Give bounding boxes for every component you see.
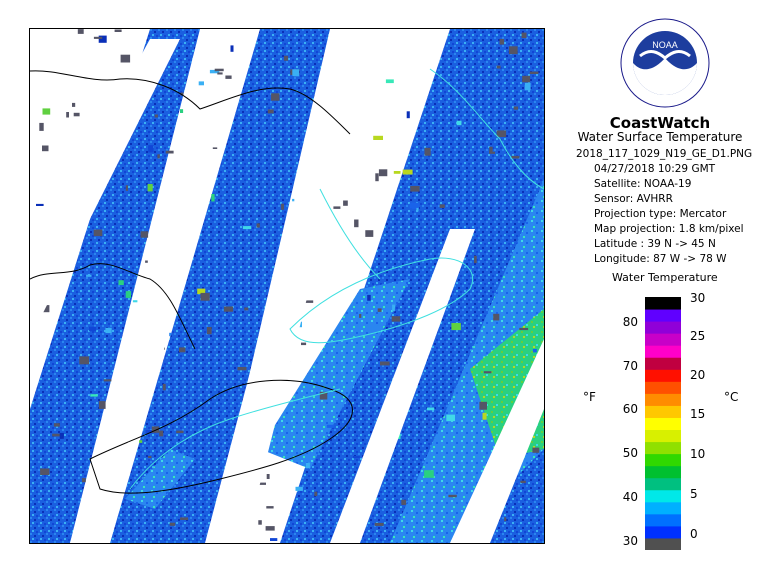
pixel-speckle [373, 136, 383, 140]
pixel-speckle [448, 495, 456, 497]
pixel-speckle [89, 327, 96, 332]
colorbar-swatch [645, 430, 681, 443]
pixel-speckle [211, 194, 214, 202]
pixel-speckle [425, 148, 431, 156]
colorbar-swatch [645, 393, 681, 406]
pixel-speckle [489, 152, 495, 154]
pixel-speckle [79, 356, 89, 364]
colorbar-swatch [645, 345, 681, 358]
pixel-speckle [94, 230, 103, 237]
colorbar-tick-fahrenheit: 60 [622, 402, 638, 416]
pixel-speckle [493, 314, 499, 321]
colorbar-swatch [645, 417, 681, 430]
projection-type: Projection type: Mercator [594, 208, 727, 220]
pixel-speckle [522, 76, 530, 83]
pixel-speckle [148, 184, 153, 191]
colorbar-tick-celsius: 25 [690, 329, 706, 343]
pixel-speckle [86, 275, 91, 277]
colorbar-swatch [645, 369, 681, 382]
pixel-speckle [217, 72, 222, 74]
colorbar-swatch [645, 405, 681, 418]
pixel-speckle [199, 81, 204, 85]
pixel-speckle [379, 169, 387, 176]
pixel-speckle [224, 307, 233, 312]
pixel-speckle [258, 520, 262, 525]
pixel-speckle [532, 448, 539, 453]
colorbar-tick-celsius: 0 [690, 527, 698, 541]
pixel-speckle [522, 33, 527, 39]
product-subtitle: Water Surface Temperature [577, 130, 743, 144]
pixel-speckle [314, 492, 317, 496]
colorbar-tick-celsius: 15 [690, 407, 706, 421]
colorbar-swatch [645, 381, 681, 394]
colorbar-swatch [645, 502, 681, 515]
pixel-speckle [148, 145, 153, 152]
colorbar-swatch [645, 357, 681, 370]
colorbar-tick-fahrenheit: 70 [622, 359, 638, 373]
pixel-speckle [266, 526, 275, 531]
pixel-speckle [215, 69, 224, 72]
unit-fahrenheit: °F [583, 390, 596, 404]
pixel-speckle [225, 76, 231, 79]
pixel-speckle [54, 423, 60, 426]
colorbar-tick-celsius: 5 [690, 487, 698, 501]
pixel-speckle [39, 123, 43, 131]
pixel-speckle [104, 379, 112, 381]
noaa-logo [620, 18, 710, 108]
pixel-speckle [163, 384, 166, 390]
colorbar-swatch [645, 333, 681, 346]
colorbar-swatch [645, 321, 681, 334]
pixel-speckle [474, 256, 477, 263]
pixel-speckle [133, 300, 138, 302]
pixel-speckle [155, 115, 158, 118]
pixel-speckle [440, 204, 445, 208]
pixel-speckle [267, 474, 270, 479]
pixel-speckle [292, 69, 299, 76]
pixel-speckle [292, 199, 294, 201]
colorbar-swatch [645, 514, 681, 527]
pixel-speckle [268, 110, 274, 114]
pixel-speckle [148, 456, 151, 458]
pixel-speckle [90, 394, 97, 396]
pixel-speckle [386, 79, 394, 83]
pixel-speckle [410, 186, 419, 192]
pixel-speckle [428, 429, 431, 433]
latitude: Latitude : 39 N -> 45 N [594, 238, 716, 250]
pixel-speckle [110, 337, 113, 339]
pixel-speckle [169, 333, 171, 336]
colorbar-swatch [645, 297, 681, 310]
pixel-speckle [333, 206, 340, 209]
pixel-speckle [119, 280, 124, 285]
pixel-speckle [525, 83, 531, 90]
pixel-speckle [94, 37, 102, 39]
pixel-speckle [82, 478, 86, 482]
pixel-speckle [394, 171, 401, 174]
colorbar-swatch [645, 454, 681, 467]
pixel-speckle [484, 371, 492, 373]
pixel-speckle [392, 305, 395, 312]
pixel-speckle [301, 343, 306, 346]
pixel-speckle [176, 431, 183, 434]
pixel-speckle [483, 413, 487, 420]
colorbar-swatch [645, 538, 681, 550]
pixel-speckle [403, 170, 413, 175]
pixel-speckle [375, 173, 378, 181]
pixel-speckle [238, 367, 247, 370]
pixel-speckle [520, 481, 525, 483]
pixel-speckle [271, 93, 279, 100]
pixel-speckle [451, 323, 461, 330]
pixel-speckle [74, 113, 80, 117]
pixel-speckle [375, 523, 384, 526]
pixel-speckle [514, 107, 518, 110]
pixel-speckle [145, 261, 148, 263]
pixel-speckle [407, 111, 410, 118]
pixel-speckle [504, 517, 506, 521]
pixel-speckle [479, 402, 487, 410]
pixel-speckle [533, 349, 537, 352]
pixel-speckle [157, 154, 159, 158]
pixel-speckle [115, 30, 122, 33]
colorbar-swatch [645, 478, 681, 491]
sensor: Sensor: AVHRR [594, 193, 673, 205]
unit-celsius: °C [724, 390, 739, 404]
pixel-speckle [401, 500, 406, 505]
pixel-speckle [166, 151, 174, 154]
pixel-speckle [257, 223, 260, 227]
colorbar-swatch [645, 490, 681, 503]
colorbar-swatch [645, 309, 681, 322]
noaa-logo-text: NOAA [652, 40, 678, 50]
sst-map [29, 28, 545, 544]
pixel-speckle [207, 327, 212, 334]
pixel-speckle [424, 470, 434, 478]
pixel-speckle [368, 325, 376, 332]
pixel-speckle [367, 295, 371, 301]
pixel-speckle [296, 487, 303, 491]
colorbar-swatch [645, 442, 681, 455]
pixel-speckle [180, 109, 183, 113]
pixel-speckle [105, 328, 111, 333]
pixel-speckle [511, 156, 519, 159]
colorbar-tick-fahrenheit: 80 [622, 315, 638, 329]
product-title: CoastWatch [609, 114, 711, 132]
colorbar-tick-celsius: 30 [690, 291, 706, 305]
pixel-speckle [354, 220, 358, 228]
colorbar-tick-fahrenheit: 40 [622, 490, 638, 504]
colorbar-tick-celsius: 10 [690, 447, 706, 461]
longitude: Longitude: 87 W -> 78 W [594, 253, 727, 265]
colorbar-label: Water Temperature [612, 271, 718, 284]
pixel-speckle [201, 293, 210, 301]
pixel-speckle [306, 463, 310, 469]
pixel-speckle [78, 29, 84, 34]
pixel-speckle [170, 523, 176, 526]
colorbar [645, 297, 681, 550]
pixel-speckle [519, 328, 528, 330]
pixel-speckle [427, 408, 435, 411]
pixel-speckle [353, 456, 360, 458]
pixel-speckle [243, 226, 251, 229]
pixel-speckle [392, 316, 401, 321]
pixel-speckle [99, 36, 107, 43]
pixel-speckle [36, 204, 44, 206]
pixel-speckle [281, 204, 284, 210]
pixel-speckle [231, 45, 234, 51]
pixel-speckle [365, 230, 373, 237]
pixel-speckle [284, 56, 288, 61]
pixel-speckle [378, 308, 382, 312]
pixel-speckle [416, 208, 418, 212]
pixel-speckle [126, 291, 131, 298]
pixel-speckle [327, 425, 334, 428]
pixel-speckle [244, 308, 248, 311]
pixel-speckle [509, 46, 518, 54]
pixel-speckle [270, 538, 277, 541]
filename: 2018_117_1029_N19_GE_D1.PNG [576, 148, 753, 160]
pixel-speckle [141, 231, 149, 237]
pixel-speckle [72, 103, 75, 107]
pixel-speckle [266, 506, 273, 508]
pixel-speckle [530, 72, 539, 74]
colorbar-tick-celsius: 20 [690, 368, 706, 382]
pixel-speckle [43, 108, 51, 114]
pixel-speckle [497, 130, 507, 137]
pixel-speckle [121, 55, 131, 63]
date-time: 04/27/2018 10:29 GMT [594, 163, 716, 175]
pixel-speckle [179, 347, 185, 352]
pixel-speckle [500, 39, 505, 45]
satellite: Satellite: NOAA-19 [594, 178, 692, 190]
pixel-speckle [139, 440, 142, 443]
pixel-speckle [359, 314, 361, 318]
pixel-speckle [159, 431, 163, 437]
map-projection: Map projection: 1.8 km/pixel [594, 223, 744, 235]
pixel-speckle [343, 201, 348, 206]
pixel-speckle [180, 517, 188, 520]
colorbar-tick-fahrenheit: 50 [622, 446, 638, 460]
colorbar-tick-fahrenheit: 30 [622, 534, 638, 548]
pixel-speckle [42, 146, 49, 152]
pixel-speckle [40, 469, 49, 476]
pixel-speckle [446, 415, 455, 422]
colorbar-swatch [645, 526, 681, 539]
colorbar-swatch [645, 466, 681, 479]
pixel-speckle [457, 121, 462, 126]
pixel-speckle [60, 433, 64, 439]
pixel-speckle [380, 362, 390, 366]
pixel-speckle [126, 185, 128, 191]
pixel-speckle [99, 401, 106, 409]
pixel-speckle [497, 66, 501, 69]
pixel-speckle [66, 112, 69, 118]
